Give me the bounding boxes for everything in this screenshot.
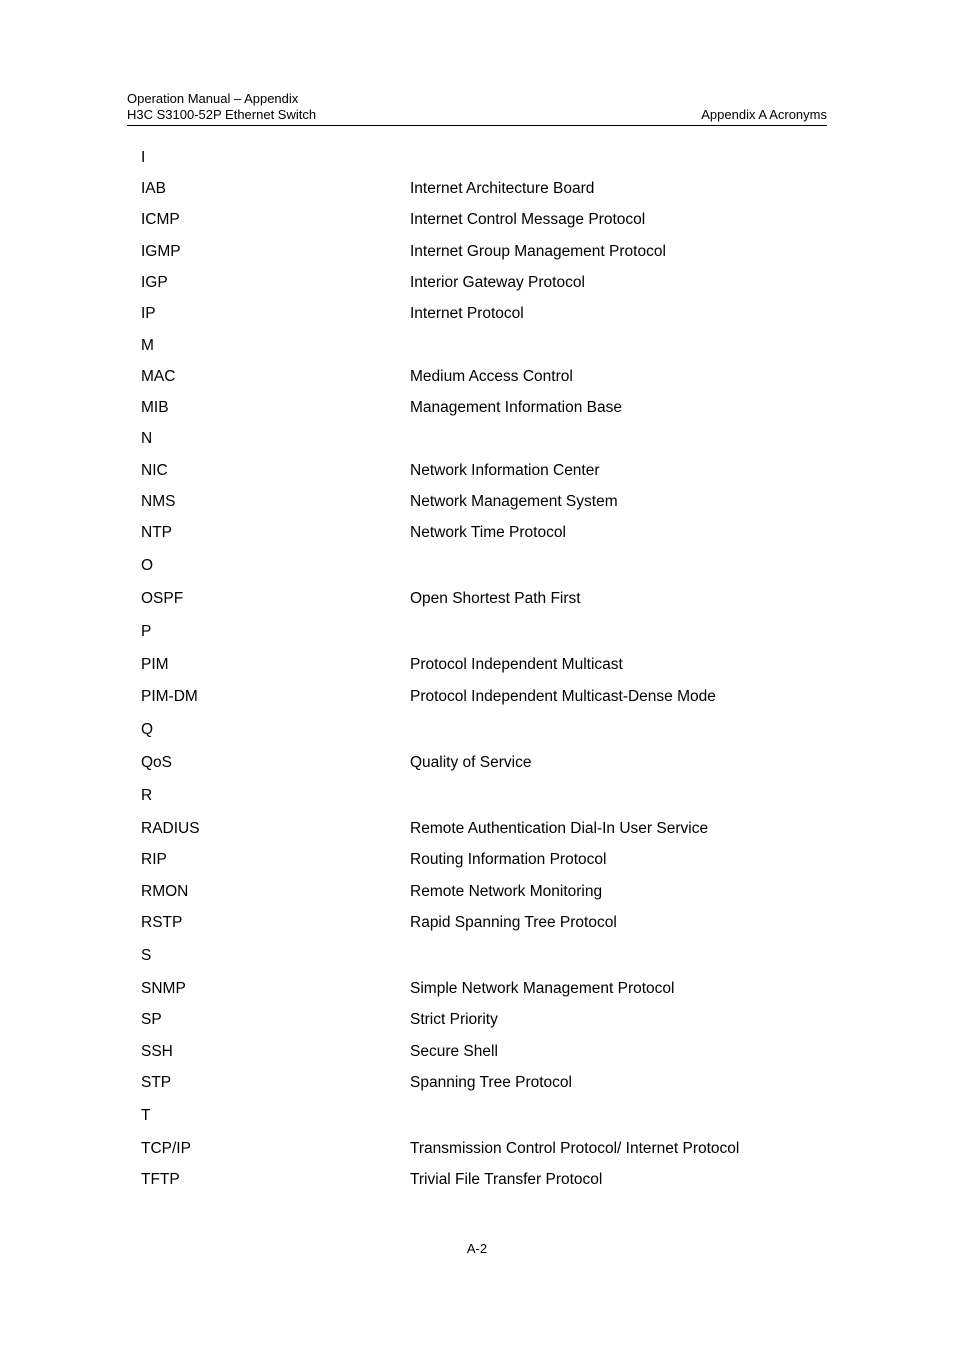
acronym-abbreviation: MIB xyxy=(141,399,169,416)
acronym-row xyxy=(141,361,801,392)
acronym-abbreviation: TFTP xyxy=(141,1171,180,1188)
acronym-definition: Quality of Service xyxy=(410,754,532,771)
acronym-abbreviation: OSPF xyxy=(141,590,184,607)
acronym-row xyxy=(141,583,801,614)
acronym-abbreviation: IP xyxy=(141,305,156,322)
acronym-definition: Simple Network Management Protocol xyxy=(410,980,675,997)
acronym-definition: Protocol Independent Multicast xyxy=(410,656,623,673)
acronym-definition: Interior Gateway Protocol xyxy=(410,274,585,291)
acronym-definition: Protocol Independent Multicast-Dense Mode xyxy=(410,688,716,705)
acronym-abbreviation: IAB xyxy=(141,180,166,197)
acronym-definition: Internet Architecture Board xyxy=(410,180,595,197)
acronym-row xyxy=(141,1067,801,1098)
acronym-definition: Internet Group Management Protocol xyxy=(410,243,666,260)
letter-heading xyxy=(141,780,801,811)
acronym-row xyxy=(141,1133,801,1164)
letter-heading-label: Q xyxy=(141,721,154,738)
acronym-abbreviation: TCP/IP xyxy=(141,1140,191,1157)
acronym-row xyxy=(141,844,801,875)
acronym-definition: Internet Protocol xyxy=(410,305,524,322)
acronym-row xyxy=(141,681,801,712)
letter-heading-label: S xyxy=(141,947,152,964)
letter-heading-label: O xyxy=(141,557,154,574)
letter-heading-label: M xyxy=(141,337,154,354)
letter-heading-label: P xyxy=(141,623,152,640)
acronym-abbreviation: ICMP xyxy=(141,211,180,228)
acronym-row xyxy=(141,486,801,517)
letter-heading xyxy=(141,616,801,647)
header-document-title xyxy=(127,91,316,123)
acronym-row xyxy=(141,649,801,680)
acronym-definition: Medium Access Control xyxy=(410,368,573,385)
letter-heading xyxy=(141,142,801,173)
acronym-abbreviation: IGP xyxy=(141,274,168,291)
acronym-definition: Transmission Control Protocol/ Internet Protocol xyxy=(410,1140,740,1157)
header-manual-title: Operation Manual – Appendix xyxy=(127,91,299,106)
acronym-abbreviation: NTP xyxy=(141,524,172,541)
letter-heading-label: N xyxy=(141,430,153,447)
header-product-name: H3C S3100-52P Ethernet Switch xyxy=(127,107,317,122)
acronym-abbreviation: IGMP xyxy=(141,243,181,260)
letter-heading-label: T xyxy=(141,1107,151,1124)
acronym-definition: Strict Priority xyxy=(410,1011,498,1028)
acronym-definition: Remote Network Monitoring xyxy=(410,883,603,900)
acronym-row xyxy=(141,267,801,298)
acronym-abbreviation: SSH xyxy=(141,1043,173,1060)
acronym-row xyxy=(141,907,801,938)
acronym-row xyxy=(141,876,801,907)
acronym-abbreviation: NMS xyxy=(141,493,176,510)
acronym-definition: Secure Shell xyxy=(410,1043,498,1060)
acronym-row xyxy=(141,204,801,235)
acronym-definition: Management Information Base xyxy=(410,399,622,416)
acronym-row xyxy=(141,455,801,486)
acronym-abbreviation: MAC xyxy=(141,368,176,385)
acronym-abbreviation: SNMP xyxy=(141,980,186,997)
acronym-row xyxy=(141,1004,801,1035)
acronym-definition: Routing Information Protocol xyxy=(410,851,607,868)
page-header xyxy=(127,91,827,126)
letter-heading xyxy=(141,550,801,581)
acronym-row xyxy=(141,813,801,844)
acronym-definition: Network Management System xyxy=(410,493,618,510)
letter-heading xyxy=(141,1100,801,1131)
acronym-row xyxy=(141,973,801,1004)
acronym-row xyxy=(141,1164,801,1195)
acronym-definition: Remote Authentication Dial-In User Service xyxy=(410,820,709,837)
page-number: A-2 xyxy=(466,1241,488,1256)
letter-heading xyxy=(141,714,801,745)
letter-heading xyxy=(141,940,801,971)
acronym-abbreviation: RMON xyxy=(141,883,189,900)
acronym-abbreviation: STP xyxy=(141,1074,172,1091)
acronym-definition: Rapid Spanning Tree Protocol xyxy=(410,914,617,931)
acronym-abbreviation: RSTP xyxy=(141,914,183,931)
acronym-abbreviation: RIP xyxy=(141,851,167,868)
letter-heading-label: R xyxy=(141,787,153,804)
acronym-row xyxy=(141,517,801,548)
acronym-row xyxy=(141,298,801,329)
acronym-abbreviation: SP xyxy=(141,1011,162,1028)
acronym-row xyxy=(141,173,801,204)
acronym-abbreviation: PIM-DM xyxy=(141,688,198,705)
letter-heading xyxy=(141,330,801,361)
acronym-definition: Open Shortest Path First xyxy=(410,590,581,607)
acronym-definition: Spanning Tree Protocol xyxy=(410,1074,572,1091)
acronym-row xyxy=(141,747,801,778)
acronym-definition: Internet Control Message Protocol xyxy=(410,211,646,228)
acronym-row xyxy=(141,236,801,267)
letter-heading-label: I xyxy=(141,149,146,166)
acronym-abbreviation: RADIUS xyxy=(141,820,200,837)
acronym-definition: Trivial File Transfer Protocol xyxy=(410,1171,603,1188)
acronym-definition: Network Time Protocol xyxy=(410,524,566,541)
acronym-row xyxy=(141,392,801,423)
letter-heading xyxy=(141,423,801,454)
acronym-abbreviation: QoS xyxy=(141,754,173,771)
header-section-title: Appendix A Acronyms xyxy=(701,107,827,122)
acronym-abbreviation: NIC xyxy=(141,462,168,479)
acronym-definition: Network Information Center xyxy=(410,462,600,479)
acronym-abbreviation: PIM xyxy=(141,656,169,673)
acronym-row xyxy=(141,1036,801,1067)
